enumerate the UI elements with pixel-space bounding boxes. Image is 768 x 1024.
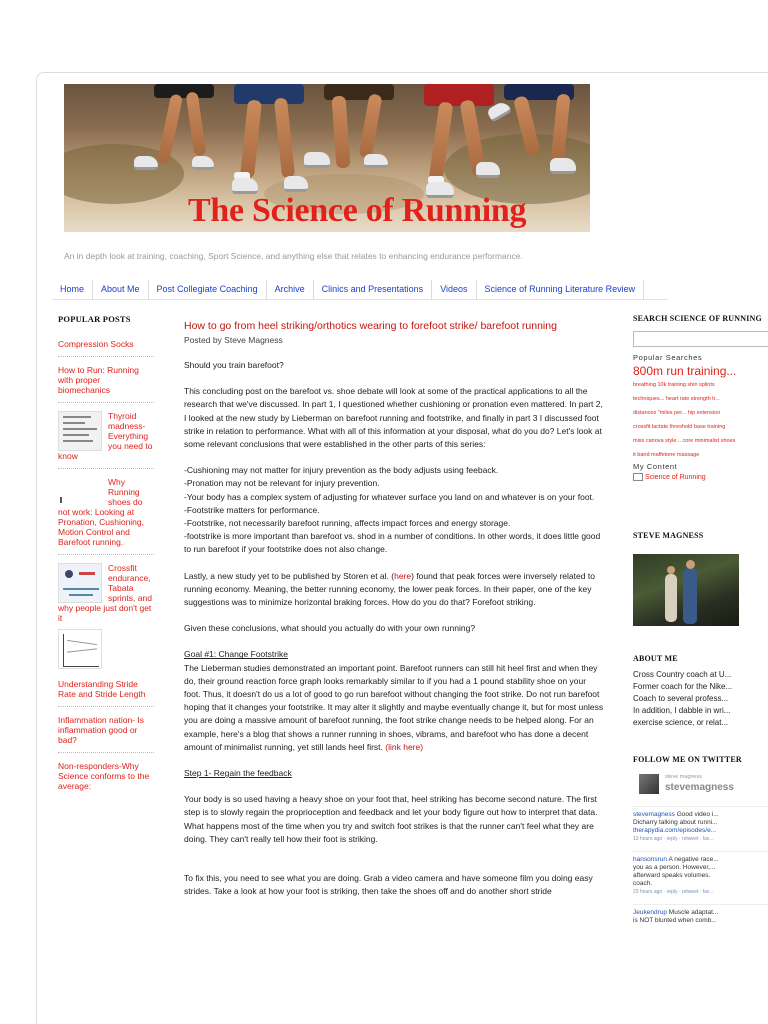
popular-post-link[interactable]: Inflammation nation- Is inflammation good or bad? <box>58 715 144 745</box>
popular-search-tags[interactable]: miss canova style... core minimalist shoes <box>633 438 736 444</box>
goal-heading: Goal #1: Change Footstrike <box>184 649 288 660</box>
popular-search-tags[interactable]: breathing 10k training shin splints <box>633 382 715 388</box>
storen-study-link[interactable]: here <box>394 570 412 581</box>
post-title[interactable]: How to go from heel striking/orthotics wearing to forefoot strike/ barefoot running <box>184 320 557 332</box>
popular-posts-heading: POPULAR POSTS <box>58 314 131 324</box>
post-paragraph: Your body is so used having a heavy shoe on your foot that, heel striking has become second nature. The first step is to slowly regain the proprioception and feedback and let your body figure out how to interpret that data. What happens most of the time when you try and switch foot strikes is that the runner can't feel what they are doing. They can't really tell how their foot is striking. <box>184 794 598 844</box>
nav-about-me[interactable]: About Me <box>93 280 149 300</box>
post-thumbnail[interactable] <box>58 477 102 505</box>
popular-search-link[interactable]: 800m run training... <box>633 364 737 378</box>
nav-archive[interactable]: Archive <box>267 280 314 300</box>
nav-post-collegiate-coaching[interactable]: Post Collegiate Coaching <box>149 280 267 300</box>
author-widget-heading: STEVE MAGNESS <box>633 531 704 540</box>
post-question: Should you train barefoot? <box>184 360 284 370</box>
tweet[interactable]: Jeukendrup Muscle adaptat... is NOT blunted when comb... <box>633 904 768 925</box>
popular-search-tags[interactable]: techniques... heart rate strength tr... <box>633 396 720 402</box>
popular-posts-widget <box>58 314 154 791</box>
tweet[interactable]: stevemagness Good video i... Dicharry talking about runni... therapydia.com/episodes/e... 13 hours ago · reply · retweet · fav... <box>633 811 719 842</box>
my-content-label: My Content <box>633 462 678 471</box>
nav-home[interactable]: Home <box>52 280 93 300</box>
post-paragraph: This concluding post on the barefoot vs. shoe debate will look at some of the practical applications to all the research that we've discussed. In part 1, I questioned whether cushioning or pronation even mattered. In part 2, I looked at the new study by Lieberman on barefoot running and footstrike, and finally in part 3 I discussed foot strike in relation to performance. What with all of this information at your disposal, what do you do? Let's look at some relevant conclusions that were established in the other parts of this series: <box>184 386 603 450</box>
about-text: In addition, I dabble in wri... <box>633 706 731 715</box>
conclusion-item: -footstrike is more important than barefoot vs. shod in a number of conditions. In other words, it does little good to run barefoot if your footstrike does not also change. <box>184 531 601 555</box>
post-paragraph: Given these conclusions, what should you actually do with your own running? <box>184 623 476 634</box>
nav-videos[interactable]: Videos <box>432 280 476 300</box>
about-text: Former coach for the Nike... <box>633 682 733 691</box>
popular-searches-label: Popular Searches <box>633 353 703 362</box>
step-heading: Step 1- Regain the feedback <box>184 768 292 779</box>
post-thumbnail[interactable] <box>58 411 102 451</box>
tweet[interactable]: hansonsrun A negative race... you as a person. However,... afterward speaks volumes. coach. 23 hours ago · reply · retweet · fav... <box>633 851 768 896</box>
search-widget-heading: SEARCH SCIENCE OF RUNNING <box>633 314 762 323</box>
popular-post-link[interactable]: Compression Socks <box>58 339 134 349</box>
blog-post <box>184 320 604 899</box>
post-paragraph: Lastly, a new study yet to be published by Storen et al. (here) found that peak forces were inversely related to running economy. Meaning, the better running economy, the lower peak forces. In their paper, one of the key suggestions was to minimize horizontal braking forces. How do you do that? Forefoot striking. <box>184 570 595 608</box>
about-text: Cross Country coach at U... <box>633 670 732 679</box>
example-blog-link[interactable]: (link here) <box>385 741 424 752</box>
conclusion-item: -Footstrike matters for performance. <box>184 504 320 515</box>
content-item-icon <box>633 473 643 481</box>
nav-clinics-and-presentations[interactable]: Clinics and Presentations <box>314 280 433 300</box>
about-text: exercise science, or relat... <box>633 718 729 727</box>
nav-literature-review[interactable]: Science of Running Literature Review <box>477 280 645 300</box>
right-sidebar <box>633 312 768 1024</box>
post-author: Posted by Steve Magness <box>184 335 283 345</box>
popular-post-link[interactable]: How to Run: Running with proper biomechanics <box>58 365 139 395</box>
page-navigation <box>52 280 668 300</box>
popular-search-tags[interactable]: it band maffetone massage <box>633 452 700 458</box>
conclusion-item: -Pronation may not be relevant for injury prevention. <box>184 478 380 489</box>
post-paragraph: To fix this, you need to see what you are doing. Grab a video camera and have someone film you doing easy strides. Take a look at how your foot is striking, then take the shoes off and do another short stride <box>184 873 593 897</box>
popular-search-tags[interactable]: crossfit lactate threshold base training <box>633 424 726 430</box>
twitter-avatar <box>639 774 659 794</box>
popular-post-link[interactable]: Crossfit endurance, Tabata sprints, and why people just don't get it <box>58 563 152 623</box>
conclusion-item: -Your body has a complex system of adjusting for whatever surface you land on and whatever is on your foot. <box>184 491 595 502</box>
post-thumbnail[interactable] <box>58 563 102 603</box>
popular-post-link[interactable]: Non-responders-Why Science conforms to the average: <box>58 761 150 791</box>
content-item[interactable]: Science of Running <box>633 473 768 481</box>
blog-title[interactable]: The Science of Running <box>188 192 527 229</box>
popular-post-link[interactable]: Why Running shoes do not work: Looking at Pronation, Cushioning, Motion Control and Barefoot running. <box>58 477 145 547</box>
conclusion-item: -Footstrike, not necessarily barefoot running, affects impact forces and energy storage. <box>184 518 511 529</box>
popular-post-link[interactable]: Thyroid madness- Everything you need to know <box>58 411 153 461</box>
post-paragraph: The Lieberman studies demonstrated an important point. Barefoot runners can still hit heel first and when they do, their ground reaction force graph looks remarkably similar to if you had a 1 pound stability shoe on your foot. Thus, it doesn't do us a lot of good to go run barefoot without changing the foot strike. Do not run barefoot hoping that it changes your footstrike. It may alter it slightly and maybe eventually change it, but for most unless you are doing a massive amount of barefoot running, the foot strike change needs to be helped along. For an example, here's a blog that shows a runner running in shoes, vibrams, and barefoot who has done a decent amount of minimalist running, yet still lands heel first. (link here) <box>184 662 604 752</box>
post-body <box>184 359 604 899</box>
about-text: Coach to several profess... <box>633 694 729 703</box>
blog-tagline: An in depth look at training, coaching, Sport Science, and anything else that relates to enhancing endurance performance. <box>64 251 523 261</box>
twitter-widget-heading: FOLLOW ME ON TWITTER <box>633 755 742 764</box>
author-photo <box>633 554 739 626</box>
post-thumbnail[interactable] <box>58 629 102 669</box>
popular-search-tags[interactable]: distances "miles per... hip extension <box>633 410 721 416</box>
twitter-profile[interactable]: steve magness stevemagness <box>633 774 768 796</box>
search-input[interactable] <box>633 331 768 347</box>
about-widget-heading: ABOUT ME <box>633 654 678 663</box>
conclusion-item: -Cushioning may not matter for injury prevention as the body adjusts using feeback. <box>184 465 499 476</box>
popular-post-link[interactable]: Understanding Stride Rate and Stride Length <box>58 679 146 699</box>
